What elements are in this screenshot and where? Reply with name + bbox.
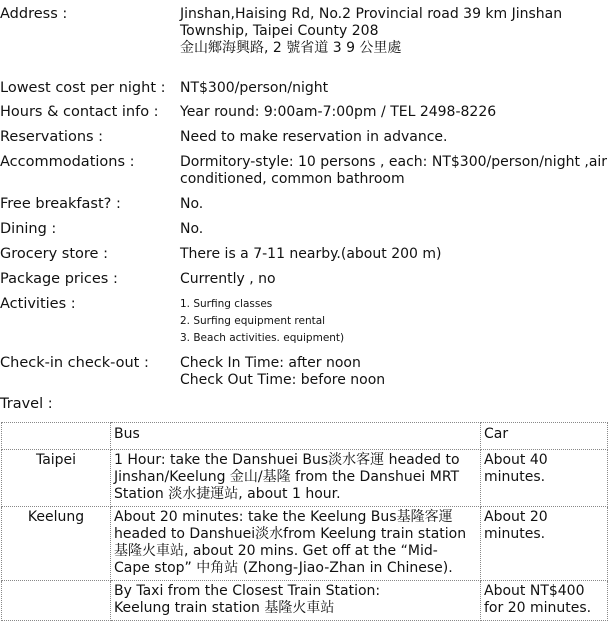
car-cell [481, 507, 608, 581]
field-label: Address : [0, 6, 68, 22]
field-value [180, 154, 608, 188]
car-cell [481, 450, 608, 507]
value-line: NT$300/person/night [180, 80, 329, 96]
field-value [180, 129, 605, 146]
city-cell [2, 581, 111, 621]
field-value [180, 221, 605, 238]
value-line: Currently , no [180, 271, 276, 287]
header-empty [2, 423, 111, 450]
field-value [180, 6, 605, 57]
field-label: Package prices : [0, 271, 118, 287]
bus-line: Cape stop” 中角站 (Zhong-Jiao-Zhan in Chinese). [114, 560, 453, 576]
city-cell: Keelung [2, 507, 111, 581]
bus-line: Station 淡水捷運站, about 1 hour. [114, 486, 341, 502]
value-line: No. [180, 196, 204, 212]
field-label: Hours & contact info : [0, 104, 159, 120]
field-value [180, 246, 605, 263]
field-value [180, 271, 605, 288]
value-line: Jinshan,Haising Rd, No.2 Provincial road 39 km Jinshan [180, 6, 563, 22]
bus-cell [111, 450, 481, 507]
bus-line: 基隆火車站, about 20 mins. Get off at the “Mid- [114, 543, 438, 559]
field-label: Free breakfast? : [0, 196, 121, 212]
field-value [180, 296, 605, 347]
travel-table [1, 422, 608, 621]
field-label: Check-in check-out : [0, 355, 149, 371]
table-row [2, 581, 608, 621]
bus-line: Keelung train station 基隆火車站 [114, 600, 335, 616]
value-line: Year round: 9:00am-7:00pm / TEL 2498-8226 [180, 104, 497, 120]
car-line: for 20 minutes. [484, 600, 592, 616]
field-label: Reservations : [0, 129, 104, 145]
car-line: About NT$400 [484, 583, 585, 599]
table-header-row [2, 423, 608, 450]
value-line: Dormitory-style: 10 persons , each: NT$300/person/night ,air [180, 154, 608, 170]
value-line: Need to make reservation in advance. [180, 129, 448, 145]
car-line: About 20 [484, 509, 548, 525]
bus-cell [111, 507, 481, 581]
field-label: Activities : [0, 296, 76, 312]
bus-cell [111, 581, 481, 621]
value-line: There is a 7-11 nearby.(about 200 m) [180, 246, 442, 262]
value-line: No. [180, 221, 204, 237]
city-cell: Taipei [2, 450, 111, 507]
value-line: conditioned, common bathroom [180, 171, 405, 187]
field-label: Dining : [0, 221, 57, 237]
bus-line: Jinshan/Keelung 金山/基隆 from the Danshuei MRT [114, 469, 460, 485]
car-line: minutes. [484, 469, 546, 485]
field-label: Lowest cost per night : [0, 80, 166, 96]
field-value [180, 104, 605, 121]
value-line: Township, Taipei County 208 [180, 23, 379, 39]
field-value [180, 80, 605, 97]
value-line: Check In Time: after noon [180, 355, 361, 371]
table-row [2, 450, 608, 507]
bus-line: By Taxi from the Closest Train Station: [114, 583, 381, 599]
bus-line: About 20 minutes: take the Keelung Bus基隆客運 [114, 509, 453, 525]
bus-line: headed to Danshuei淡水from Keelung train station [114, 526, 467, 542]
value-line: 2. Surfing equipment rental [180, 315, 326, 327]
field-label: Grocery store : [0, 246, 108, 262]
value-line: 3. Beach activities. equipment) [180, 332, 345, 344]
value-line: 1. Surfing classes [180, 298, 273, 310]
field-label: Accommodations : [0, 154, 135, 170]
header-car: Car [481, 423, 608, 450]
car-line: About 40 [484, 452, 548, 468]
value-line: Check Out Time: before noon [180, 372, 386, 388]
bus-line: 1 Hour: take the Danshuei Bus淡水客運 headed to [114, 452, 460, 468]
car-line: minutes. [484, 526, 546, 542]
value-line: 金山鄉海興路, 2 號省道 3 9 公里處 [180, 40, 402, 56]
header-bus: Bus [111, 423, 481, 450]
field-value [180, 355, 605, 389]
car-cell [481, 581, 608, 621]
travel-label: Travel : [0, 396, 53, 412]
field-value [180, 196, 605, 213]
table-row [2, 507, 608, 581]
